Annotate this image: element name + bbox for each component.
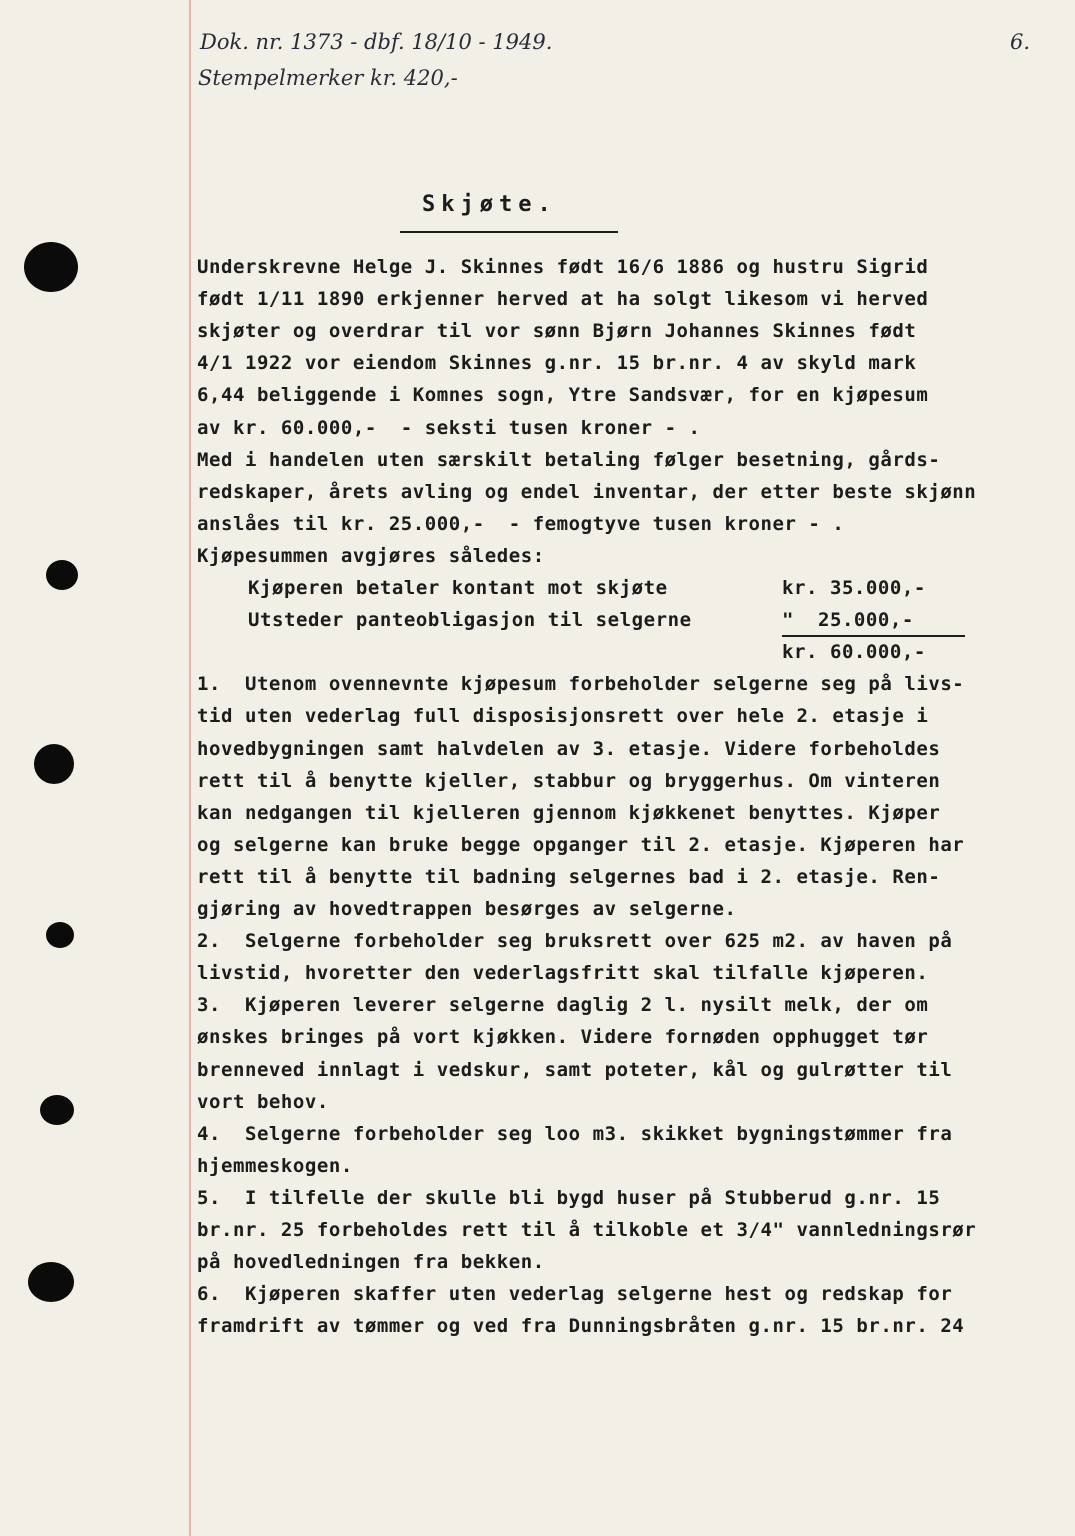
body-line: 4/1 1922 vor eiendom Skinnes g.nr. 15 br.nr. 4 av skyld mark <box>197 352 917 374</box>
body-line: Kjøpesummen avgjøres således: <box>197 545 545 567</box>
punch-hole <box>46 560 78 590</box>
clause-line: tid uten vederlag full disposisjonsrett over hele 2. etasje i <box>197 705 929 727</box>
payment-total: kr. 60.000,- <box>782 641 926 663</box>
clause-line: 3. Kjøperen leverer selgerne daglig 2 l. nysilt melk, der om <box>197 994 929 1016</box>
punch-hole <box>40 1095 74 1125</box>
punch-hole <box>34 744 74 784</box>
clause-line: framdrift av tømmer og ved fra Dunningsbråten g.nr. 15 br.nr. 24 <box>197 1315 965 1337</box>
payment-amount: " 25.000,- <box>782 609 914 631</box>
body-line: skjøter og overdrar til vor sønn Bjørn Johannes Skinnes født <box>197 320 917 342</box>
payment-amount: kr. 35.000,- <box>782 577 926 599</box>
clause-line: og selgerne kan bruke begge opganger til 2. etasje. Kjøperen har <box>197 834 965 856</box>
clause-line: hjemmeskogen. <box>197 1155 353 1177</box>
title-underline <box>400 231 618 233</box>
body-line: født 1/11 1890 erkjenner herved at ha solgt likesom vi herved <box>197 288 929 310</box>
clause-line: 5. I tilfelle der skulle bli bygd huser på Stubberud g.nr. 15 <box>197 1187 941 1209</box>
body-line: anslåes til kr. 25.000,- - femogtyve tusen kroner - . <box>197 513 845 535</box>
handwritten-stamp-fee: Stempelmerker kr. 420,- <box>198 66 458 90</box>
punch-hole <box>28 1262 74 1302</box>
handwritten-doc-number: Dok. nr. 1373 - dbf. 18/10 - 1949. <box>200 30 553 54</box>
clause-line: rett til å benytte til badning selgernes bad i 2. etasje. Ren- <box>197 866 941 888</box>
margin-line <box>189 0 191 1536</box>
punch-hole <box>24 242 78 292</box>
clause-line: på hovedledningen fra bekken. <box>197 1251 545 1273</box>
payment-label: Kjøperen betaler kontant mot skjøte <box>248 577 668 599</box>
clause-line: kan nedgangen til kjelleren gjennom kjøkkenet benyttes. Kjøper <box>197 802 941 824</box>
clause-line: rett til å benytte kjeller, stabbur og bryggerhus. Om vinteren <box>197 770 941 792</box>
body-line: av kr. 60.000,- - seksti tusen kroner - . <box>197 417 701 439</box>
body-line: Underskrevne Helge J. Skinnes født 16/6 1886 og hustru Sigrid <box>197 256 929 278</box>
page-number: 6. <box>1010 30 1031 54</box>
payment-label: Utsteder panteobligasjon til selgerne <box>248 609 692 631</box>
clause-line: br.nr. 25 forbeholdes rett til å tilkoble et 3/4" vannledningsrør <box>197 1219 977 1241</box>
punch-hole <box>46 922 74 948</box>
clause-line: vort behov. <box>197 1091 329 1113</box>
clause-line: brenneved innlagt i vedskur, samt poteter, kål og gulrøtter til <box>197 1059 953 1081</box>
clause-line: 1. Utenom ovennevnte kjøpesum forbeholder selgerne seg på livs- <box>197 673 965 695</box>
clause-line: hovedbygningen samt halvdelen av 3. etasje. Videre forbeholdes <box>197 738 941 760</box>
body-line: redskaper, årets avling og endel inventar, der etter beste skjønn <box>197 481 977 503</box>
body-line: 6,44 beliggende i Komnes sogn, Ytre Sandsvær, for en kjøpesum <box>197 384 929 406</box>
clause-line: 6. Kjøperen skaffer uten vederlag selgerne hest og redskap for <box>197 1283 953 1305</box>
clause-line: 4. Selgerne forbeholder seg loo m3. skikket bygningstømmer fra <box>197 1123 953 1145</box>
body-line: Med i handelen uten særskilt betaling følger besetning, gårds- <box>197 449 941 471</box>
clause-line: livstid, hvoretter den vederlagsfritt skal tilfalle kjøperen. <box>197 962 929 984</box>
sum-underline <box>782 635 965 637</box>
clause-line: 2. Selgerne forbeholder seg bruksrett over 625 m2. av haven på <box>197 930 953 952</box>
document-title: Skjøte. <box>422 192 557 217</box>
clause-line: ønskes bringes på vort kjøkken. Videre fornøden opphugget tør <box>197 1026 929 1048</box>
clause-line: gjøring av hovedtrappen besørges av selgerne. <box>197 898 737 920</box>
